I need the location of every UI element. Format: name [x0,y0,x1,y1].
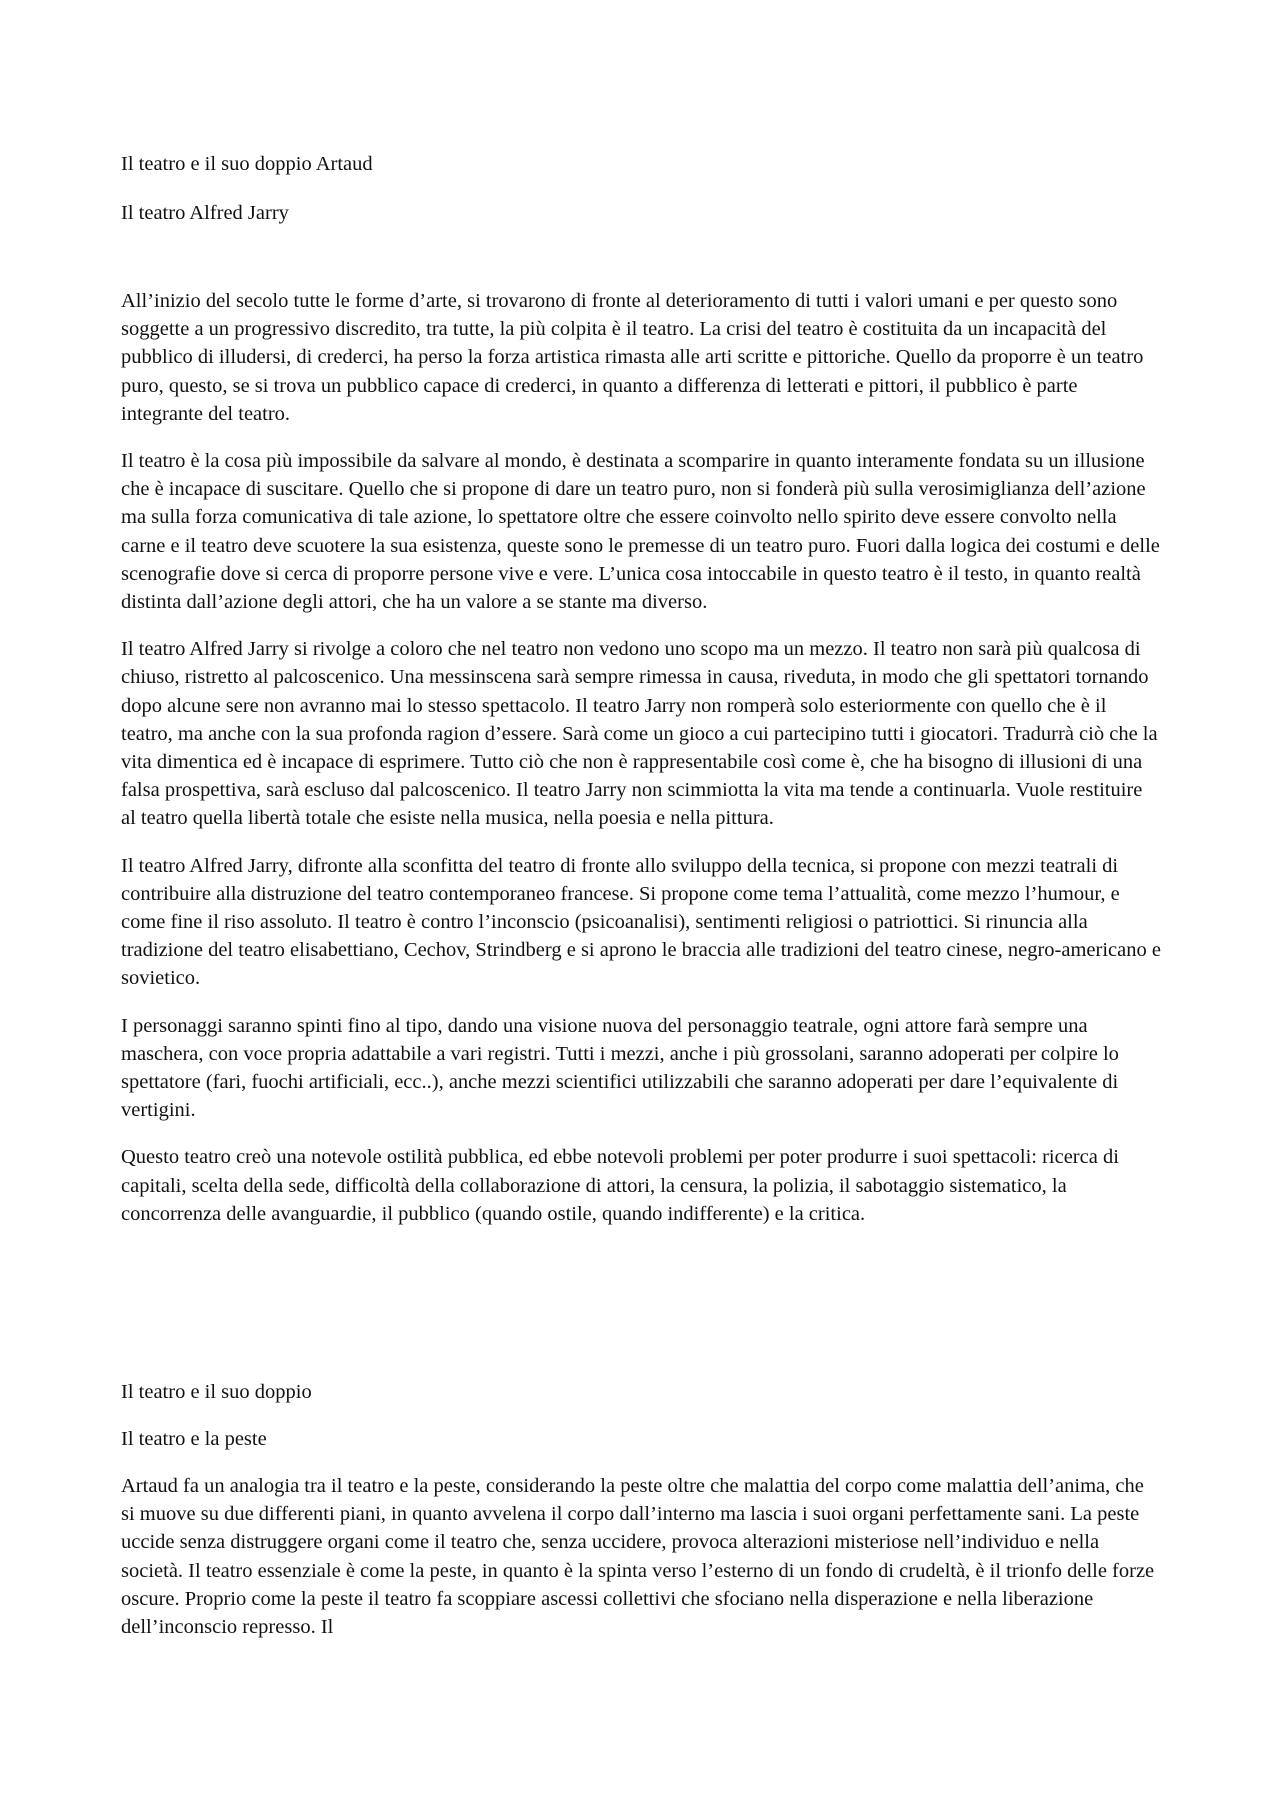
paragraph: I personaggi saranno spinti fino al tipo, dando una visione nuova del personaggio teatrale, ogni attore farà sempre una maschera, con voce propria adattabile a vari registri. Tutti i mezzi, anche i più grossolani, saranno adoperati per colpire lo spettatore (fari, fuochi artificiali, ecc..), anche mezzi scientifici utilizzabili che saranno adoperati per dare l’equivalente di vertigini. [121,1014,1119,1122]
paragraph: Il teatro Alfred Jarry si rivolge a coloro che nel teatro non vedono uno scopo ma un mezzo. Il teatro non sarà più qualcosa di chiuso, ristretto al palcoscenico. Una messinscena sarà sempre rimessa in causa, riveduta, in modo che gli spettatori tornando dopo alcune sere non avranno mai lo stesso spettacolo. Il teatro Jarry non romperà solo esteriormente con quello che è il teatro, ma anche con la sua profonda ragion d’essere. Sarà come un gioco a cui partecipino tutti i giocatori. Tradurrà ciò che la vita dimentica ed è incapace di esprimere. Tutto ciò che non è rappresentabile così come è, che ha bisogno di illusioni di una falsa prospettiva, sarà escluso dal palcoscenico. Il teatro Jarry non scimmiotta la vita ma tende a continuarla. Vuole restituire al teatro quella libertà totale che esiste nella musica, nella poesia e nella pittura. [121,638,1158,830]
section-heading-jarry: Il teatro Alfred Jarry [121,202,289,224]
section-heading-peste: Il teatro e la peste [121,1428,267,1450]
document-page [121,0,1161,1811]
paragraph: Il teatro Alfred Jarry, difronte alla sconfitta del teatro di fronte allo sviluppo della tecnica, si propone con mezzi teatrali di contribuire alla distruzione del teatro contemporaneo francese. Si propone come tema l’attualità, come mezzo l’humour, e come fine il riso assoluto. Il teatro è contro l’inconscio (psicoanalisi), sentimenti religiosi o patriottici. Si rinuncia alla tradizione del teatro elisabettiano, Cechov, Strindberg e si aprono le braccia alle tradizioni del teatro cinese, negro-americano e sovietico. [121,854,1161,990]
paragraph: All’inizio del secolo tutte le forme d’arte, si trovarono di fronte al deterioramento di tutti i valori umani e per questo sono soggette a un progressivo discredito, tra tutte, la più colpita è il teatro. La crisi del teatro è costituita da un incapacità del pubblico di illudersi, di crederci, ha perso la forza artistica rimasta alle arti scritte e pittoriche. Quello da proporre è un teatro puro, questo, se si trova un pubblico capace di crederci, in quanto a differenza di letterati e pittori, il pubblico è parte integrante del teatro. [121,290,1144,425]
paragraph: Il teatro è la cosa più impossibile da salvare al mondo, è destinata a scomparire in quanto interamente fondata su un illusione che è incapace di suscitare. Quello che si propone di dare un teatro puro, non si fonderà più sulla verosimiglianza dell’azione ma sulla forza comunicativa di tale azione, lo spettatore oltre che essere coinvolto nello spirito deve essere convolto nella carne e il teatro deve scuotere la sua esistenza, queste sono le premesse di un teatro puro. Fuori dalla logica dei costumi e delle scenografie dove si cerca di proporre persone vive e vere. L’unica cosa intoccabile in questo teatro è il testo, in quanto realtà distinta dall’azione degli attori, che ha un valore a se stante ma diverso. [121,450,1160,614]
section-body-jarry [121,287,1161,1247]
document-title: Il teatro e il suo doppio Artaud [121,153,373,175]
paragraph: Artaud fa un analogia tra il teatro e la peste, considerando la peste oltre che malattia del corpo come malattia dell’anima, che si muove su due differenti piani, in quanto avvelena il corpo dall’interno ma lascia i suoi organi perfettamente sani. La peste uccide senza distruggere organi come il teatro che, senza uccidere, provoca alterazioni misteriose nell’individuo e nella società. Il teatro essenziale è come la peste, in quanto è la spinta verso l’esterno di un fondo di crudeltà, è il trionfo delle forze oscure. Proprio come la peste il teatro fa scoppiare ascessi collettivi che sfociano nella disperazione e nella liberazione dell’inconscio represso. Il [121,1475,1155,1639]
section-heading-doppio: Il teatro e il suo doppio [121,1381,312,1403]
section-body-peste [121,1472,1161,1660]
paragraph: Questo teatro creò una notevole ostilità pubblica, ed ebbe notevoli problemi per poter produrre i suoi spettacoli: ricerca di capitali, scelta della sede, difficoltà della collaborazione di attori, la censura, la polizia, il sabotaggio sistematico, la concorrenza delle avanguardie, il pubblico (quando ostile, quando indifferente) e la critica. [121,1146,1119,1225]
